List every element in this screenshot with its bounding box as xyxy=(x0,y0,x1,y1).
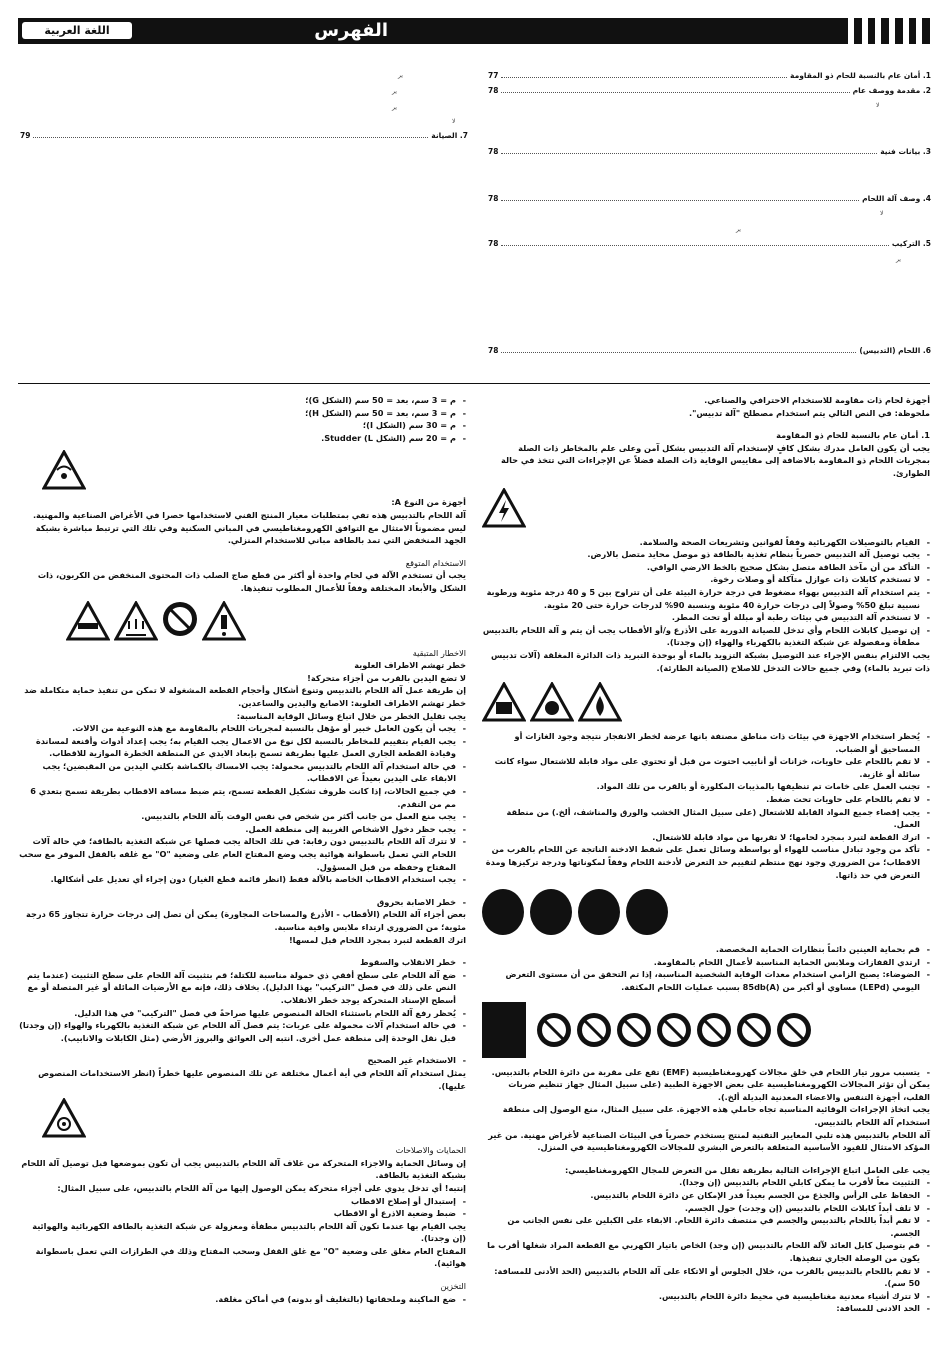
bullet-item: - م = 3 سم، بعد = 50 سم (الشكل H)؛ xyxy=(18,407,466,420)
bullet-item: - تجنب العمل على خامات تم تنظيفها بالمذيبات المكلورة أو بالقرب من تلك المواد. xyxy=(482,780,930,793)
paragraph: التخزين xyxy=(440,1281,466,1292)
paragraph: اترك القطعة لتبرد بمجرد اللحام قبل لمسها! xyxy=(288,934,466,945)
spacer xyxy=(18,547,466,557)
paragraph: يجب أن يكون العامل مدرك بشكل كافٍ لإستخدام آلة التدبيس بشكل آمن وعلى علم بالمخاطر ذات الصلة بمجريات اللحام ذو المقاومة بالاضافة إلى مقاييس الوقاية ذات الصلة فضلاً عن الإجراءات التي تتخذ في حالة الطوارئ. xyxy=(501,442,930,478)
language-label: اللغة العربية xyxy=(22,22,132,39)
toc-item[interactable]: 1. أمان عام بالنسبة للحام ذو المقاومة 77 xyxy=(488,71,931,80)
header-bar xyxy=(18,18,848,44)
paragraph: ليس مضموناً الامتثال مع التوافق الكهرومغناطيسي في المباني السكنية وفي تلك التي ترتبط مباشرة بشبكة الجهد المنخفض التي تمد بالطاقة مباني للاستخدام المنزلي. xyxy=(35,522,466,546)
paragraph: إن طريقة عمل آلة اللحام بالتدبيس وتنوع أشكال وأحجام القطعة المشغولة لا تمكن من تنفيذ حماية متكاملة ضد خطر تهشم الاطراف العلوية: الاصابع واليدين والساعدين. xyxy=(24,685,466,708)
protective-equipment-icon xyxy=(482,881,930,943)
page-title: الفهرس xyxy=(314,20,388,41)
toc-subitem: ﯾﺮ xyxy=(392,88,397,95)
bullet-item: - لا تقم باللحام على حاويات، خزانات أو أنابيب احتوت من قبل أو تحتوي على مواد قابلة للاشتعال سواء كانت سائلة أو غازية. xyxy=(482,755,930,780)
bullet-item: - لا تستخدم آلة التدبيس في بيئات رطبة أو مبللة أو تحت المطر. xyxy=(482,611,930,624)
bullet-item: - يُحظر استخدام الاجهزة في بيئات ذات مناطق مصنفة بانها عرضة لخطر الانفجار نتيجة وجود الغازات أو المساحيق أو الضباب. xyxy=(482,730,930,755)
bullet-item: - لا تترك آلة اللحام بالتدبيس دون رقابة: في تلك الحالة يجب فصلها عن شبكة التغذية بالطاقة؛ في حالة آلات اللحام التي تعمل باسطوانة هوائية يجب وضع المفتاح العام على وضعية "O" مع غلقه بالقفل الموفر مع سحب المفتاح وحفظه من قبل المسؤول. xyxy=(18,835,466,873)
bullet-item: - قم بحماية العينين دائماً بنظارات الحماية المخصصة. xyxy=(482,943,930,956)
spacer xyxy=(482,419,930,429)
bullet-item: - يجب منع العمل من جانب أكثر من شخص في نفس الوقت بآلة اللحام بالتدبيس. xyxy=(18,810,466,823)
header-stripes xyxy=(854,18,930,44)
paragraph: يجب على العامل اتباع الإجراءات التالية بطريقة تقلل من التعرض للمجال الكهرومغناطيسي: xyxy=(564,1164,930,1175)
paragraph: الحمايات والاصلاحات xyxy=(395,1145,466,1156)
paragraph: بعض أجزاء آلة اللحام (الأقطاب - الأذرع والمساحات المجاورة) يمكن أن تصل إلى درجات حرارة تتجاوز 65 درجة مئوية؛ من الضروري ارتداء ملابس واقية مناسبة. xyxy=(26,909,466,932)
bullet-item: - يجب إقصاء جميع المواد القابلة للاشتعال (على سبيل المثال الخشب والورق والمناشف، ألخ.) من منطقة العمل. xyxy=(482,806,930,831)
bullet-item: - ارتدي القفازات وملابس الحماية المناسبة لأعمال اللحام بالمقاومة. xyxy=(482,956,930,969)
right-column xyxy=(482,394,930,1315)
bullet-item: - اترك القطعة لتبرد بمجرد لحامها؛ لا تقربها من مواد قابلة للاشتعال. xyxy=(482,831,930,844)
paragraph: يمكن أن تؤثر المجالات الكهرومغناطيسية على بعض الاجهزة الطبية (على سبيل المثال جهاز تنظيم ضربات القلب، أجهزة التنفس والاعضاء المعدنية البديلة ألخ.). xyxy=(508,1079,930,1102)
bullet-item: - في حالة استخدام آلة اللحام بالتدبيس محمولة: يجب الامساك بالكماشة بكلتي اليدين من المقبضين؛ يجب الابقاء على اليدين بعيداً عن الاقطاب. xyxy=(18,760,466,785)
spacer xyxy=(482,1154,930,1164)
spacer xyxy=(18,1270,466,1280)
bullet-item: - خطر الانقلاب والسقوط xyxy=(18,956,466,969)
bullet-item: - ضع الماكينة وملحقاتها (بالتغليف أو بدونه) في أماكن مغلقة. xyxy=(18,1293,466,1306)
bullet-item: - ضبط وضعية الاذرع أو الاقطاب xyxy=(18,1207,466,1220)
paragraph: أجهزة لحام ذات مقاومة للاستخدام الاحترافي والصناعي. xyxy=(704,395,930,405)
bullet-item: - القيام بالتوصيلات الكهربائية وفقاً لقوانين وتشريعات الصحة والسلامة. xyxy=(482,536,930,549)
bullet-item: - في حالة استخدام آلات محمولة على عربات: يتم فصل آلة اللحام عن شبكة التغذية بالكهرباء والهواء (إن وجدتا) قبل نقل الوحدة إلى منطقة عمل أخرى. انتبه إلى العوائق والبروز الأرضي (مثل الكابلات والانابيب). xyxy=(18,1019,466,1044)
bullet-item: - لا تقم باللحام بالتدبيس بالقرب من، خلال الجلوس أو الاتكاء على آلة اللحام بالتدبيس (الحد الأدنى للمسافة: 50 سم). xyxy=(482,1265,930,1290)
bullet-item: - م = 3 سم، بعد = 50 سم (الشكل G)؛ xyxy=(18,394,466,407)
bullet-item: - م = 20 سم (الشكل L) Studder. xyxy=(18,432,466,445)
bullet-item: - يجب أن يكون العامل خبير أو مؤهل بالنسبة لمجريات اللحام بالمقاومة مع هذه النوعية من الالات. xyxy=(18,722,466,735)
paragraph: آلة اللحام بالتدبيس هذه تلبي المعايير التقنية لمنتج يستخدم حصرياً في البيئات الصناعية لأغراض مهنية. من غير المؤكد الامتثال للقيود الأساسية المتعلقة بالتعرض البشري للمجالات الكهرومغناطيسية في المنزل. xyxy=(488,1129,930,1153)
bullet-item: - التثبيت معاً لأقرب ما يمكن كابلي اللحام بالتدبيس (إن وجدا). xyxy=(482,1176,930,1189)
left-column xyxy=(18,394,466,1305)
paragraph: يجب اتخاذ الإجراءات الوقائية المناسبة تجاه حاملي هذه الاجهزة. على سبيل المثال، منع الوصول إلى منطقة استخدام آلة اللحام بالتدبيس. xyxy=(502,1104,930,1127)
bullet-item: - لا تقم باللحام على حاويات تحت ضغط. xyxy=(482,793,930,806)
paragraph: يمثل استخدام آلة اللحام في أية أعمال مختلفة عن تلك المنصوص عليها خطراً (انظر الاستخدامات المنصوص عليها). xyxy=(38,1067,466,1091)
toc-item[interactable]: 4. وصف آلة اللحام 78 xyxy=(488,194,931,203)
toc-subitem: ﯾﺮ xyxy=(398,72,403,79)
bullet-item: - يتم استخدام آلة التدبيس بهواء مضغوط في درجة حرارة البيئة على أن تتراوح بين 5 و 40 درجة مئوية ورطوبة نسبية تبلغ 50% وصولاً إلى درجات حرارة 40 مئوية وبنسبة 90% لدرجات حرارة حتى 20 مئوية. xyxy=(482,586,930,611)
bullet-item: - لا تستخدم كابلات ذات عوازل متآكلة أو وصلات رخوة. xyxy=(482,573,930,586)
toc-item[interactable]: 3. بيانات فنية 78 xyxy=(488,147,931,156)
bullet-item: - قم بتوصيل كابل العائد لآلة اللحام بالتدبيس (إن وجد) الخاص باتيار الكهربي مع القطعة المراد شغلها أقرب ما يكون من الوصلة الجاري تنفيذها. xyxy=(482,1239,930,1264)
bullet-item: - خطر الاصابة بحروق xyxy=(18,896,466,909)
paragraph: إنتبه! أي تدخل يدوي على أجزاء متحركة يمكن الوصول إليها من آلة اللحام بالتدبيس، على سبيل المثال: xyxy=(57,1182,466,1193)
bullet-item: - الحفاظ على الرأس والجذع من الجسم بعيداً قدر الإمكان عن دائرة اللحام بالتدبيس. xyxy=(482,1189,930,1202)
paragraph: يجب القيام بها عندما تكون آلة اللحام بالتدبيس مطفأة ومعزولة عن شبكة التغذية بالطاقة الكهربائية والهوائية (إن وجدتا). xyxy=(32,1220,466,1244)
spacer xyxy=(18,886,466,896)
paragraph: المفتاح العام مغلق على وضعية "O" مع غلق القفل وسحب المفتاح وذلك في الطرازات التي تعمل باسطوانة هوائية). xyxy=(35,1245,466,1269)
toc-subitem: ﯾﺮ xyxy=(736,226,741,233)
toc-subitem: ﯾﺮ xyxy=(896,256,901,263)
crush-hazard-icon xyxy=(18,595,466,647)
toc-subitem: ﻻ xyxy=(876,102,880,109)
hand-hazard-icon xyxy=(18,1092,466,1144)
paragraph: لا تضع اليدين بالقرب من أجزاء متحركة! xyxy=(307,672,466,683)
bullet-item: - لا تقم أبداً باللحام بالتدبيس والجسم في منتصف دائرة اللحام. الابقاء على الكبلين على نفس الجانب من الجسم. xyxy=(482,1214,930,1239)
paragraph: أجهزة من النوع A: xyxy=(391,497,466,508)
spacer xyxy=(18,1044,466,1054)
paragraph: 1. أمان عام بالنسبة للحام ذو المقاومة xyxy=(776,430,930,441)
bullet-item: - لا تترك أشياء معدنية مغناطيسية في محيط دائرة اللحام بالتدبيس. xyxy=(482,1290,930,1303)
toc-subitem: ﻻ xyxy=(452,118,456,125)
paragraph: آلة اللحام بالتدبيس هذه تفي بمتطلبات معيار المنتج الفني لاستخدامها حصرا في الأغراض الصناعية والمهنية. xyxy=(32,509,466,520)
paragraph: يجب تقليل الخطر من خلال اتباع وسائل الوقاية المناسبة: xyxy=(236,710,466,721)
section-divider xyxy=(18,383,930,384)
toc-item[interactable]: 7. الصيانة 79 xyxy=(20,131,468,140)
antenna-icon xyxy=(18,444,466,496)
bullet-item: - الاستخدام غير الصحيح xyxy=(18,1054,466,1067)
bullet-item: - الحد الادنى للمسافة: xyxy=(482,1302,930,1315)
bullet-item: - التأكد من أن مآخذ الطاقة متصل بشكل صحيح بالخط الارضي الواقي. xyxy=(482,561,930,574)
bullet-item: - يُحظر رفع آلة اللحام باستثناء الحالة المنصوص عليها صراحةً في فصل "التركيب" في هذا الدليل. xyxy=(18,1007,466,1020)
paragraph: يجب الالتزام بنفس الإجراء عند التوصيل بشبكة التزويد بالماء أو بوحدة التبريد ذات الدائرة المغلقة (آلات تدبيس ذات تبريد بالماء) وفي جميع حالات التدخل للاصلاح (الصيانة الطارئة). xyxy=(490,649,930,673)
electric-hazard-icon xyxy=(482,480,930,536)
bullet-item: - يتسبب مرور تيار اللحام في خلق مجالات كهرومغناطيسية (EMF) تقع على مقربة من دائرة اللحام بالتدبيس. xyxy=(482,1066,930,1079)
bullet-item: - في جميع الحالات، إذا كانت ظروف تشكيل القطعة تسمح، يتم ضبط مسافة الاقطاب بطريقة تسمح بتعدي 6 مم من التقدم. xyxy=(18,785,466,810)
paragraph: يجب أن تستخدم الآلة في لحام واحدة أو أكثر من قطع صاج الصلب ذات المحتوى المنخفض من الكربون، ذات الشكل والأبعاد المختلفة وفقاً للأعمال المطلوب تنفيذها. xyxy=(37,570,466,593)
spacer xyxy=(18,946,466,956)
fire-hazard-icon xyxy=(482,674,930,730)
toc-subitem: ﻻ xyxy=(880,210,884,217)
bullet-item: - يجب القيام بتقييم للمخاطر بالنسبة لكل نوع من الاعمال يجب القيام به؛ يجب إعداد أدوات وأقنعة لمساندة وقيادة القطعة الجاري العمل عليها بطريقة تسمح بإبعاد الايدي عن المنطقة الخطرة الموازية للاقطاب. xyxy=(18,735,466,760)
paragraph: إن وسائل الحماية والاجزاء المتحركة من غلاف آلة اللحام بالتدبيس يجب أن تكون بموضعها قبل توصيل آلة اللحام بشبكة التغذية بالطاقة. xyxy=(21,1157,466,1181)
page-header xyxy=(18,18,930,44)
bullet-item: - الضوضاء: يصبح الزامي استخدام معدات الوقاية الشخصية المناسبة، إذا تم التحقق من أن مستوى التعرض اليومي (LEPd) مساوي أو أكبر من 85db(A) بسبب عمليات اللحام المكثفة. xyxy=(482,968,930,993)
paragraph: خطر تهشم الاطراف العلوية xyxy=(354,660,466,671)
bullet-item: - تأكد من وجود تبادل مناسب للهواء أو بواسطة وسائل تعمل على شفط الادخنة الناتجة عن اللحام بالقرب من الاقطاب؛ من الضروري وجود نهج منتظم لتقييم حد التعرض لأدخنة اللحام وفقاً لمكوناتها ودرجة تركيزها ومدة التعرض في حد ذاتها. xyxy=(482,843,930,881)
bullet-item: - ضع آلة اللحام على سطح أفقي ذي حمولة مناسبة للكتلة؛ قم بتثبيت آلة اللحام على سطح التثبيت (عندما يتم النص على ذلك في فصل "التركيب" بهذا الدليل). بخلاف ذلك، فإنه مع الأرضيات المائلة أو غير المتصلة أو مع أسطح الإسناد المتحركة يوجد خطر الانقلاب. xyxy=(18,969,466,1007)
bullet-item: - إستبدال أو إصلاح الاقطاب xyxy=(18,1195,466,1208)
bullet-item: - يجب حظر دخول الاشخاص الغريبة إلى منطقة العمل. xyxy=(18,823,466,836)
paragraph: ملحوظة: في النص التالي يتم استخدام مصطلح "آلة تدبيس". xyxy=(688,407,930,418)
bullet-item: - لا تلف أبداً كابلات اللحام بالتدبيس (إن وجدت) حول الجسم. xyxy=(482,1202,930,1215)
toc-item[interactable]: 5. التركيب 78 xyxy=(488,239,931,248)
toc-item[interactable]: 2. مقدمة ووصف عام 78 xyxy=(488,86,931,95)
toc-subitem: ﯾﺮ xyxy=(392,104,397,111)
toc-item[interactable]: 6. اللحام (التدبيس) 78 xyxy=(488,346,931,355)
bullet-item: - يجب توصيل آلة التدبيس حصرياً بنظام تغذية بالطاقة ذو موصل محايد متصل بالارض. xyxy=(482,548,930,561)
emf-hazard-icon xyxy=(482,994,930,1066)
bullet-item: - يجب استخدام الاقطاب الخاصة بالآلة فقط (انظر قائمة قطع الغيار) دون إجراء أي تعديل على أشكالها. xyxy=(18,873,466,886)
paragraph: الاستخدام المتوقع xyxy=(405,557,466,568)
bullet-item: - إن توصيل كابلات اللحام وأي تدخل للصيانة الدورية على الأذرع و/أو الأقطاب يجب أن يتم و آلة اللحام بالتدبيس مطفأة ومفصولة عن شبكة التغذية بالكهرباء والهواء (إن وجدتا). xyxy=(482,624,930,649)
bullet-item: - م = 30 سم (الشكل I)؛ xyxy=(18,419,466,432)
paragraph: الاخطار المتبقية xyxy=(412,647,466,658)
